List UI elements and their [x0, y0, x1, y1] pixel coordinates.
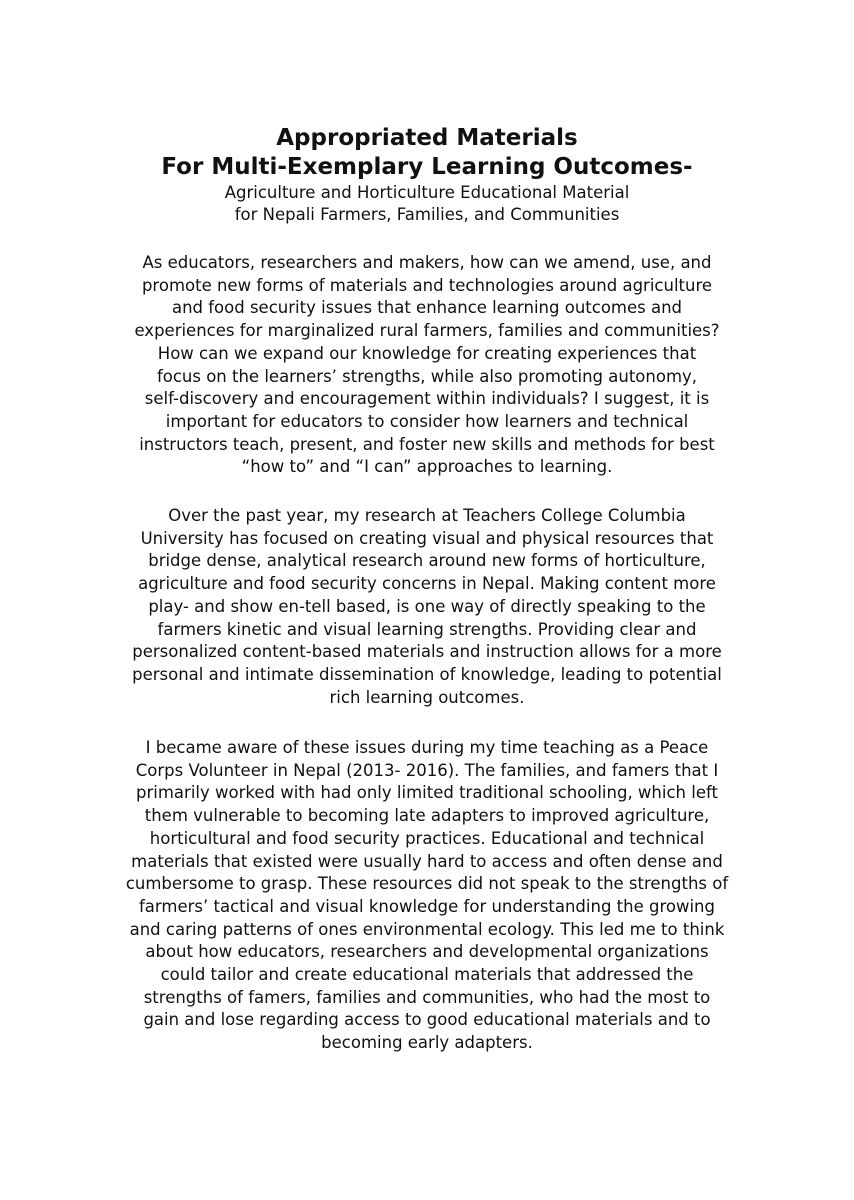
- subtitle-line-2: for Nepali Farmers, Families, and Communities: [234, 205, 620, 224]
- paragraph-line: could tailor and create educational materials that addressed the: [160, 965, 694, 985]
- paragraph-line: personalized content-based materials and instruction allows for a more: [132, 642, 722, 662]
- paragraph-line: play- and show en-tell based, is one way of directly speaking to the: [148, 596, 706, 616]
- paragraph-line: instructors teach, present, and foster new skills and methods for best: [139, 434, 715, 454]
- paragraph-line: Over the past year, my research at Teachers College Columbia: [168, 506, 686, 525]
- paragraph-1: [40, 252, 814, 479]
- paragraph-line: As educators, researchers and makers, how can we amend, use, and: [142, 253, 712, 272]
- paragraph-line: gain and lose regarding access to good educational materials and to: [143, 1010, 711, 1030]
- paragraph-line: focus on the learners’ strengths, while also promoting autonomy,: [156, 366, 698, 386]
- paragraph-line: horticultural and food security practices. Educational and technical: [149, 828, 705, 848]
- paragraph-line: materials that existed were usually hard to access and often dense and: [131, 851, 723, 871]
- paragraph-line: primarily worked with had only limited traditional schooling, which left: [136, 783, 718, 803]
- paragraph-line: cumbersome to grasp. These resources did not speak to the strengths of: [125, 874, 729, 894]
- paragraph-line: rich learning outcomes.: [329, 687, 525, 707]
- paragraph-line: personal and intimate dissemination of knowledge, leading to potential: [132, 664, 722, 684]
- paragraph-line: self-discovery and encouragement within individuals? I suggest, it is: [144, 389, 710, 409]
- paragraph-line: and food security issues that enhance learning outcomes and: [171, 298, 683, 318]
- paragraph-line: Corps Volunteer in Nepal (2013- 2016). The families, and famers that I: [135, 760, 719, 780]
- title-line-2: For Multi-Exemplary Learning Outcomes-: [161, 154, 693, 180]
- paragraph-line: farmers kinetic and visual learning strengths. Providing clear and: [157, 619, 697, 639]
- paragraph-line: University has focused on creating visual and physical resources that: [140, 528, 714, 548]
- paragraph-2: [40, 505, 814, 709]
- paragraph-line: “how to” and “I can” approaches to learning.: [241, 457, 613, 477]
- paragraph-line: agriculture and food security concerns in Nepal. Making content more: [138, 574, 716, 594]
- paragraph-line: and caring patterns of ones environmental ecology. This led me to think: [129, 919, 725, 939]
- paragraph-line: about how educators, researchers and developmental organizations: [145, 942, 709, 962]
- paragraph-line: strengths of famers, families and communities, who had the most to: [143, 987, 711, 1007]
- paragraph-line: becoming early adapters.: [321, 1033, 533, 1053]
- subtitle-line-1: Agriculture and Horticulture Educational Material: [224, 183, 630, 202]
- paragraph-line: important for educators to consider how learners and technical: [165, 411, 689, 431]
- paragraph-line: promote new forms of materials and technologies around agriculture: [141, 275, 713, 295]
- paragraph-line: bridge dense, analytical research around new forms of horticulture,: [148, 551, 706, 571]
- paragraph-line: farmers’ tactical and visual knowledge for understanding the growing: [139, 896, 715, 916]
- paragraph-line: them vulnerable to becoming late adapters to improved agriculture,: [144, 806, 710, 826]
- paragraph-line: How can we expand our knowledge for creating experiences that: [157, 343, 697, 363]
- title-line-1: Appropriated Materials: [276, 125, 578, 151]
- paragraph-line: I became aware of these issues during my time teaching as a Peace: [145, 738, 709, 757]
- title-block: [40, 124, 814, 226]
- paragraph-line: experiences for marginalized rural farmers, families and communities?: [134, 321, 720, 341]
- paragraph-3: [40, 737, 814, 1055]
